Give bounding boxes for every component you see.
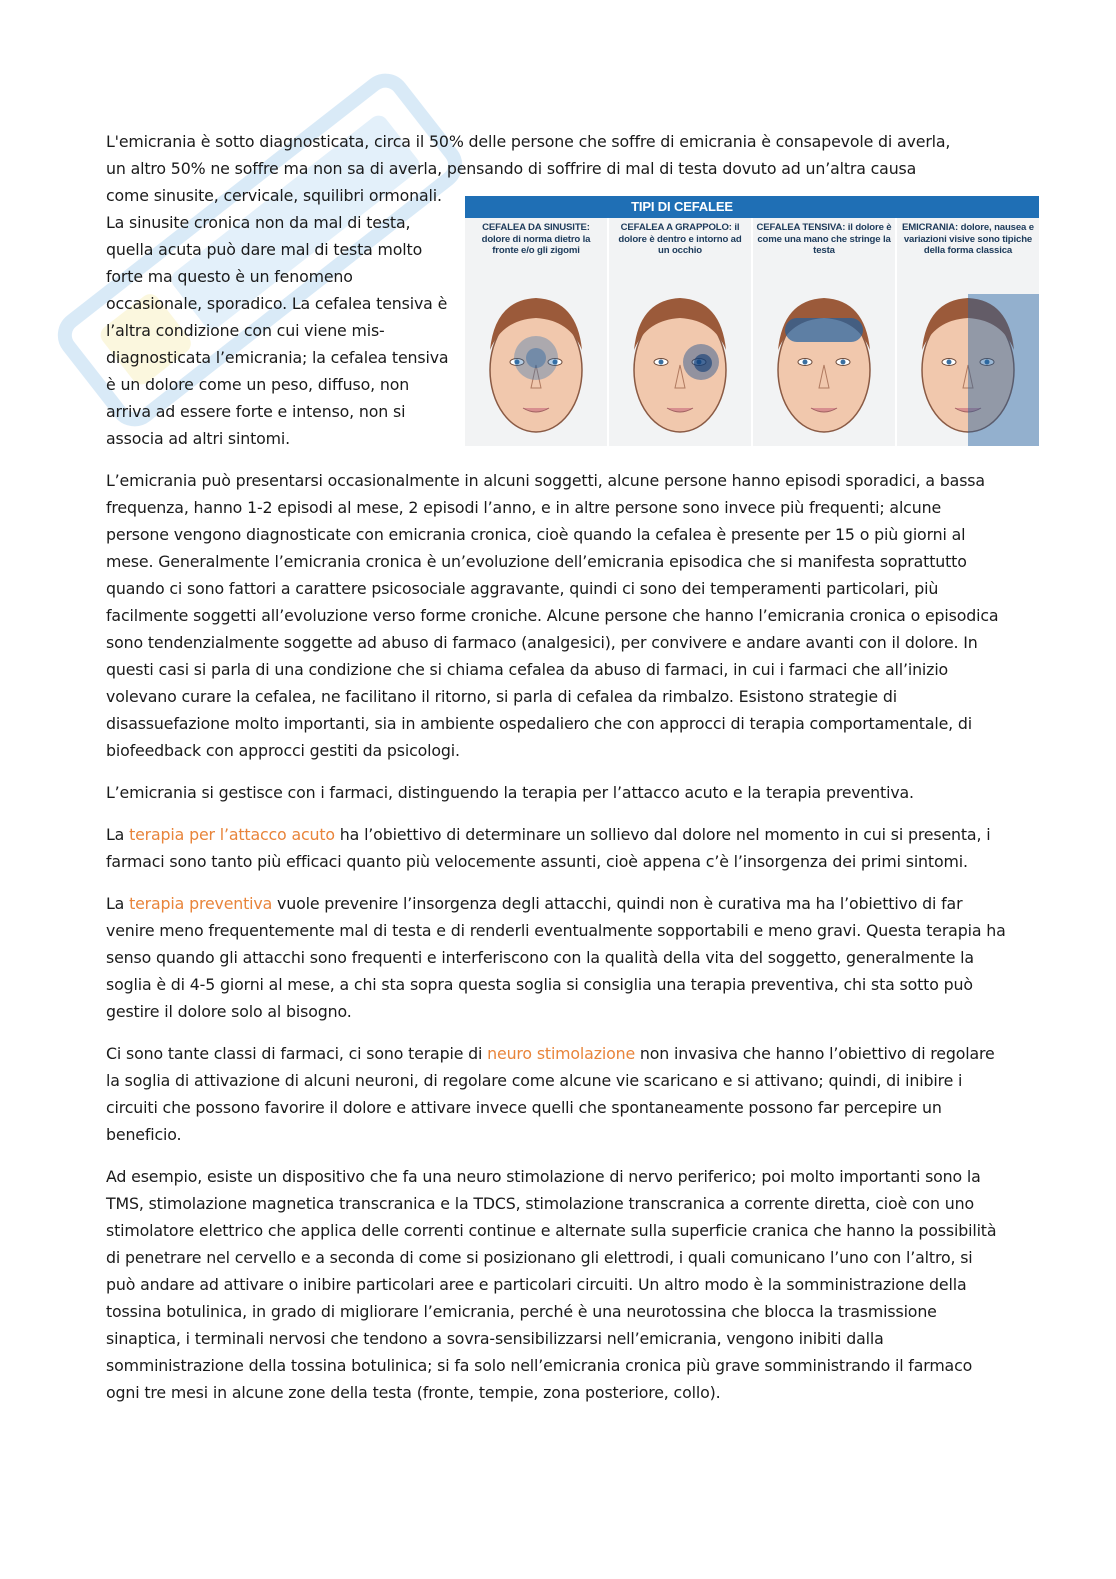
panel-caption: CEFALEA TENSIVA: il dolore è come una mano che stringe la testa (756, 222, 892, 256)
panel-sinusite (465, 218, 609, 446)
panel-grappolo (609, 218, 753, 446)
highlight-acute-therapy: terapia per l’attacco acuto (129, 825, 335, 844)
highlight-neurostimulation: neuro stimolazione (487, 1044, 636, 1063)
intro-wrapped-text: come sinusite, cervicale, squilibri ormonali. La sinusite cronica non da mal di testa, quella acuta può dare mal di testa molto forte ma questo è un fenomeno occasionale, sporadico. La cefalea tensiva è l’altra condizione con cui viene mis-diagnosticata l’emicrania; la cefalea tensiva è un dolore come un peso, diffuso, non arriva ad essere forte e intenso, non si associa ad altri sintomi. (106, 186, 449, 448)
text-fragment: vuole prevenire l’insorgenza degli attacchi, quindi non è curativa ma ha l’obiettivo di far venire meno frequentemente mal di testa e di renderli eventualmente sopportabili e meno gravi. Questa terapia ha senso quando gli attacchi sono frequenti e interferiscono con la qualità della vita del soggetto, generalmente la soglia è di 4-5 giorni al mese, a chi sta sopra questa soglia si consiglia una terapia preventiva, chi sta sotto può gestire il dolore solo al bisogno. (106, 894, 1006, 1021)
document-body (106, 128, 1034, 1421)
paragraph-frequency: L’emicrania può presentarsi occasionalmente in alcuni soggetti, alcune persone hanno episodi sporadici, a bassa frequenza, hanno 1-2 episodi al mese, 2 episodi l’anno, e in altre persone sono invece più frequenti; alcune persone vengono diagnosticate con emicrania cronica, cioè quando la cefalea è presente per 15 o più giorni al mese. Generalmente l’emicrania cronica è un’evoluzione dell’emicrania episodica che si manifesta soprattutto quando ci sono fattori a carattere psicosociale aggravante, quindi ci sono dei temperamenti particolari, più facilmente soggetti all’evoluzione verso forme croniche. Alcune persone che hanno l’emicrania cronica o episodica sono tendenzialmente soggette ad abuso di farmaco (analgesici), per convivere e andare avanti con il dolore. In questi casi si parla di una condizione che si chiama cefalea da abuso di farmaci, in cui i farmaci che all’inizio volevano curare la cefalea, ne facilitano il ritorno, si parla di cefalea da rimbalzo. Esistono strategie di disassuefazione molto importanti, sia in ambiente ospedaliero che con approcci di terapia comportamentale, di biofeedback con approcci gestiti da psicologi. (106, 471, 999, 760)
intro-wrap-block (106, 182, 1034, 452)
intro-line-1: L'emicrania è sotto diagnosticata, circa il 50% delle persone che soffre di emicrania è consapevole di averla, (106, 132, 951, 151)
headache-types-figure (465, 196, 1039, 446)
panel-tensiva (753, 218, 897, 446)
text-fragment: non invasiva che hanno l’obiettivo di regolare la soglia di attivazione di alcuni neuroni, di regolare come alcune vie scaricano e si attivano; quindi, di inibire i circuiti che possono favorire il dolore e attivare invece quelli che spontaneamente possono far percepire un beneficio. (106, 1044, 995, 1144)
face-grappolo-illustration (609, 270, 751, 446)
paragraph-neurostimulation (106, 1040, 1006, 1148)
text-fragment: La (106, 825, 130, 844)
text-fragment: Ci sono tante classi di farmaci, ci sono terapie di (106, 1044, 488, 1063)
panel-emicrania (897, 218, 1039, 446)
intro-line-2: un altro 50% ne soffre ma non sa di averla, pensando di soffrire di mal di testa dovuto ad un’altra causa (106, 159, 917, 178)
paragraph-management: L’emicrania si gestisce con i farmaci, distinguendo la terapia per l’attacco acuto e la terapia preventiva. (106, 783, 914, 802)
highlight-preventive-therapy: terapia preventiva (129, 894, 273, 913)
panel-caption: EMICRANIA: dolore, nausea e variazioni visive sono tipiche della forma classica (902, 222, 1034, 256)
panel-caption: CEFALEA DA SINUSITE: dolore di norma dietro la fronte e/o gli zigomi (481, 222, 591, 256)
paragraph-devices: Ad esempio, esiste un dispositivo che fa una neuro stimolazione di nervo periferico; poi molto importanti sono la TMS, stimolazione magnetica transcranica e la TDCS, stimolazione transcranica a corrente diretta, cioè con uno stimolatore elettrico che applica delle correnti continue e alternate sulla superficie cranica che hanno la possibilità di penetrare nel cervello e a seconda di come si posizionano gli elettrodi, i quali comunicano l’uno con l’altro, si può andare ad attivare o inibire particolari aree e particolari circuiti. Un altro modo è la somministrazione della tossina botulinica, in grado di migliorare l’emicrania, perché è una neurotossina che blocca la trasmissione sinaptica, i terminali nervosi che tendono a sovra-sensibilizzarsi nell’emicrania, vengono inibiti dalla somministrazione della tossina botulinica; si fa solo nell’emicrania cronica più grave somministrando il farmaco ogni tre mesi in alcune zone della testa (fronte, tempie, zona posteriore, collo). (106, 1167, 997, 1402)
intro-paragraph (106, 128, 1006, 182)
text-fragment: La (106, 894, 130, 913)
panel-caption: CEFALEA A GRAPPOLO: il dolore è dentro e intorno ad un occhio (618, 222, 742, 256)
paragraph-preventive-therapy (106, 890, 1006, 1025)
face-emicrania-illustration (897, 270, 1039, 446)
face-sinusite-illustration (465, 270, 607, 446)
figure-title: TIPI DI CEFALEE (465, 196, 1039, 218)
face-tensiva-illustration (753, 270, 895, 446)
text-fragment: ha l’obiettivo di determinare un sollievo dal dolore nel momento in cui si presenta, i farmaci sono tanto più efficaci quanto più velocemente assunti, cioè appena c’è l’insorgenza dei primi sintomi. (106, 825, 991, 871)
paragraph-acute-therapy (106, 821, 1006, 875)
